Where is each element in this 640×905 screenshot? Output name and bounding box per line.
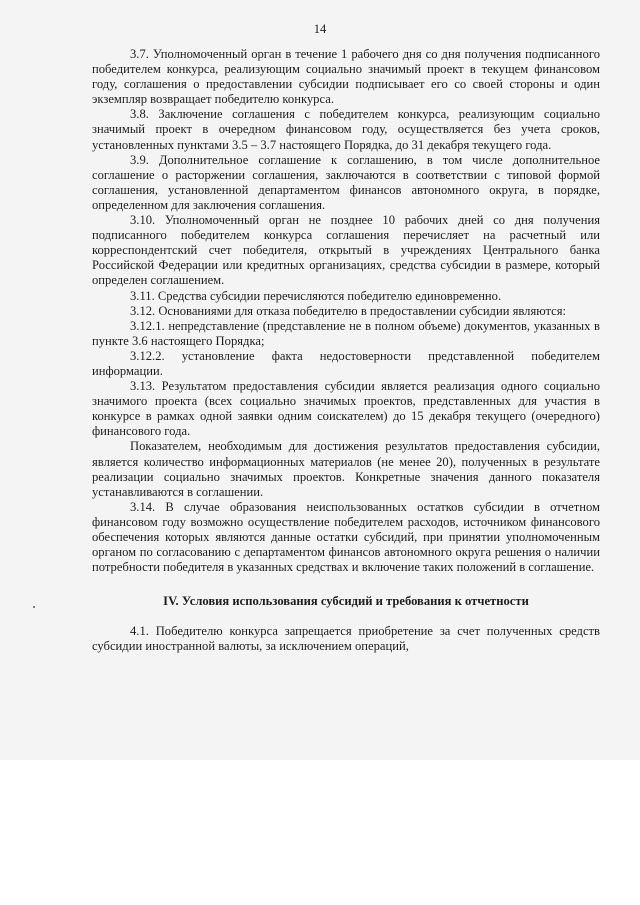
paragraph-3-10: 3.10. Уполномоченный орган не позднее 10 рабочих дней со дня получения подписанного победителем конкурса соглашения перечисляет на расчетный или корреспондентский счет победителя, открытый в учреждениях Центрального банка Российской Федерации или кредитных организациях, средства субсидии в размере, который определен соглашением.	[92, 213, 600, 288]
paragraph-3-11: 3.11. Средства субсидии перечисляются победителю единовременно.	[130, 288, 502, 303]
paragraph-4-1: 4.1. Победителю конкурса запрещается приобретение за счет полученных средств субсидии иностранной валюты, за исключением операций,	[92, 624, 600, 654]
scan-speck	[33, 606, 35, 608]
paragraph-3-13: 3.13. Результатом предоставления субсидии является реализация одного социально значимого проекта (всех социально значимых проектов, представленных для участия в конкурсе в рамках одной заявки одним соискателем) до 15 декабря текущего (очередного) финансового года.	[92, 379, 600, 439]
section-heading: IV. Условия использования субсидий и требования к отчетности	[163, 594, 529, 609]
paragraph-3-12: 3.12. Основаниями для отказа победителю в предоставлении субсидии являются:	[130, 303, 567, 318]
paragraph-3-12-1: 3.12.1. непредставление (представление не в полном объеме) документов, указанных в пункте 3.6 настоящего Порядка;	[92, 318, 600, 348]
page-number: 14	[313, 22, 327, 36]
paragraph-3-12-2: 3.12.2. установление факта недостоверности представленной победителем информации.	[92, 348, 600, 378]
paragraph-3-8: 3.8. Заключение соглашения с победителем конкурса, реализующим социально значимый проект в очередном финансовом году, осуществляется без учета сроков, установленных пунктами 3.5 – 3.7 настоящего Порядка, до 31 декабря текущего года.	[92, 107, 600, 152]
paragraph-3-14: 3.14. В случае образования неиспользованных остатков субсидии в отчетном финансовом году возможно осуществление победителем расходов, источником финансового обеспечения которых являются данные остатки субсидий, при принятии уполномоченным органом по согласованию с департаментом финансов автономного округа решения о наличии потребности победителя в указанных средствах и включение таких положений в соглашение.	[92, 499, 600, 575]
paragraph-indicator: Показателем, необходимым для достижения результатов предоставления субсидии, является количество информационных материалов (не менее 20), полученных в результате реализации социально значимых проектов. Конкретные значения данного показателя устанавливаются в соглашении.	[92, 439, 600, 499]
paragraph-3-7: 3.7. Уполномоченный орган в течение 1 рабочего дня со дня получения подписанного победителем конкурса, реализующим социально значимый проект в текущем финансовом году, соглашения о предоставлении субсидии подписывает его со своей стороны и один экземпляр возвращает победителю конкурса.	[92, 47, 600, 107]
document-body	[92, 47, 600, 655]
paragraph-3-9: 3.9. Дополнительное соглашение к соглашению, в том числе дополнительное соглашение о расторжении соглашения, заключаются в соответствии с типовой формой соглашения, установленной департаментом финансов автономного округа, в порядке, определенном для заключения соглашения.	[92, 152, 600, 212]
